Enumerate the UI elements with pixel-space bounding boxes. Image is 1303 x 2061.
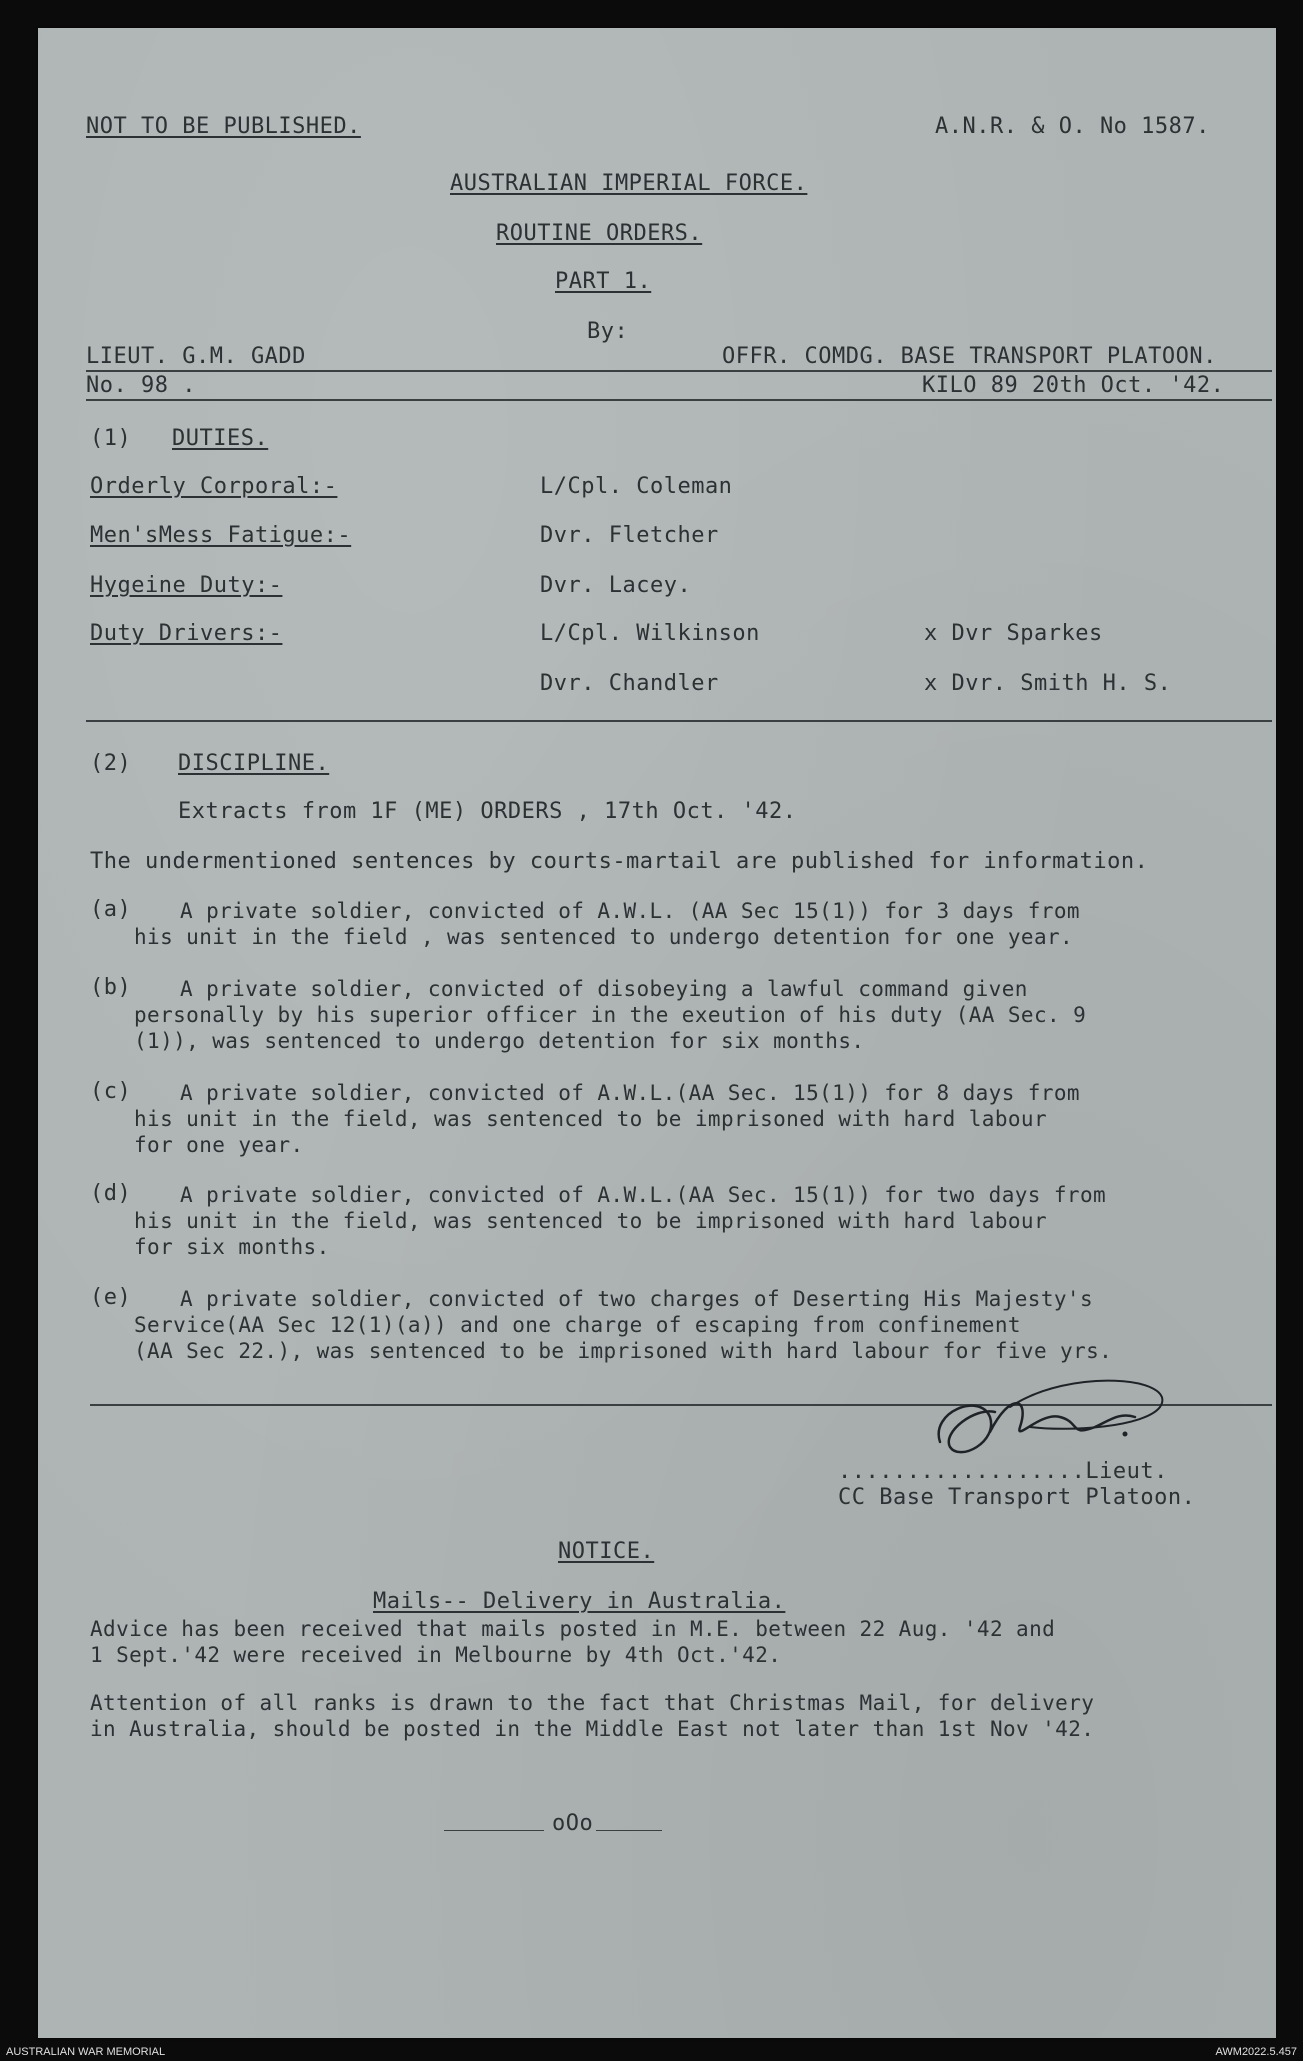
notice-line: in Australia, should be posted in the Middle East not later than 1st Nov '42. — [90, 1717, 1095, 1741]
duty-name: Dvr. Fletcher — [540, 523, 719, 548]
item-line: A private soldier, convicted of A.W.L.(AA Sec. 15(1)) for 8 days from — [180, 1081, 1080, 1105]
signature-title: CC Base Transport Platoon. — [838, 1485, 1196, 1510]
notice-line: Attention of all ranks is drawn to the fact that Christmas Mail, for delivery — [90, 1691, 1095, 1715]
by-label: By: — [587, 319, 629, 344]
duty-role: Duty Drivers:- — [90, 621, 283, 646]
item-letter: (e) — [90, 1285, 132, 1310]
archive-credit: AUSTRALIAN WAR MEMORIAL — [6, 2046, 166, 2058]
officer-name: LIEUT. G.M. GADD — [86, 344, 306, 369]
item-line: A private soldier, convicted of A.W.L.(AA Sec. 15(1)) for two days from — [180, 1183, 1107, 1207]
duty-role: Orderly Corporal:- — [90, 474, 338, 499]
end-rule-left — [444, 1830, 544, 1831]
notice-subheading: Mails-- Delivery in Australia. — [373, 1589, 786, 1614]
duty-name: L/Cpl. Wilkinson — [540, 621, 760, 646]
item-line: A private soldier, convicted of two charges of Deserting His Majesty's — [180, 1287, 1094, 1311]
duty-name: Dvr. Chandler — [540, 671, 719, 696]
discipline-heading-number: (2) — [90, 751, 132, 776]
reference-number: A.N.R. & O. No 1587. — [935, 114, 1210, 139]
header-rule-2 — [86, 399, 1272, 401]
signature-line: ..................Lieut. — [838, 1459, 1168, 1484]
force-title: AUSTRALIAN IMPERIAL FORCE. — [450, 171, 808, 196]
header-rule-1 — [86, 370, 1272, 372]
duties-heading: DUTIES. — [172, 426, 269, 451]
place-date: KILO 89 20th Oct. '42. — [922, 373, 1225, 398]
discipline-heading: DISCIPLINE. — [178, 751, 330, 776]
item-line: for one year. — [134, 1133, 304, 1157]
discipline-intro: The undermentioned sentences by courts-martail are published for information. — [90, 849, 1149, 874]
notice-line: Advice has been received that mails posted in M.E. between 22 Aug. '42 and — [90, 1617, 1056, 1641]
duty-name: L/Cpl. Coleman — [540, 474, 733, 499]
notice-heading: NOTICE. — [558, 1539, 655, 1564]
orders-title: ROUTINE ORDERS. — [496, 221, 703, 246]
restriction-label: NOT TO BE PUBLISHED. — [86, 114, 361, 139]
end-rule-right — [596, 1830, 662, 1831]
duty-name: Dvr. Lacey. — [540, 573, 692, 598]
duties-rule — [86, 720, 1272, 722]
duty-extra: x Dvr Sparkes — [924, 621, 1103, 646]
item-letter: (a) — [90, 897, 132, 922]
item-line: his unit in the field, was sentenced to be imprisoned with hard labour — [134, 1107, 1048, 1131]
duty-extra: x Dvr. Smith H. S. — [924, 671, 1172, 696]
archive-id: AWM2022.5.457 — [1215, 2046, 1297, 2058]
duty-role: Hygeine Duty:- — [90, 573, 283, 598]
item-letter: (c) — [90, 1079, 132, 1104]
duties-heading-number: (1) — [90, 426, 132, 451]
item-letter: (d) — [90, 1181, 132, 1206]
part-title: PART 1. — [555, 269, 652, 294]
order-number: No. 98 . — [86, 373, 196, 398]
item-line: (AA Sec 22.), was sentenced to be imprisoned with hard labour for five yrs. — [134, 1339, 1113, 1363]
item-line: his unit in the field , was sentenced to undergo detention for one year. — [134, 925, 1074, 949]
item-line: A private soldier, convicted of disobeying a lawful command given — [180, 977, 1028, 1001]
item-line: personally by his superior officer in the exeution of his duty (AA Sec. 9 — [134, 1003, 1087, 1027]
discipline-extract: Extracts from 1F (ME) ORDERS , 17th Oct. '42. — [178, 799, 797, 824]
unit-name: OFFR. COMDG. BASE TRANSPORT PLATOON. — [722, 344, 1217, 369]
item-line: (1)), was sentenced to undergo detention for six months. — [134, 1029, 865, 1053]
duty-role: Men'sMess Fatigue:- — [90, 523, 352, 548]
item-letter: (b) — [90, 975, 132, 1000]
item-line: for six months. — [134, 1235, 330, 1259]
item-line: A private soldier, convicted of A.W.L. (AA Sec 15(1)) for 3 days from — [180, 899, 1080, 923]
end-mark: oOo — [552, 1811, 594, 1836]
item-line: his unit in the field, was sentenced to be imprisoned with hard labour — [134, 1209, 1048, 1233]
notice-line: 1 Sept.'42 were received in Melbourne by 4th Oct.'42. — [90, 1643, 782, 1667]
item-line: Service(AA Sec 12(1)(a)) and one charge of escaping from confinement — [134, 1313, 1021, 1337]
